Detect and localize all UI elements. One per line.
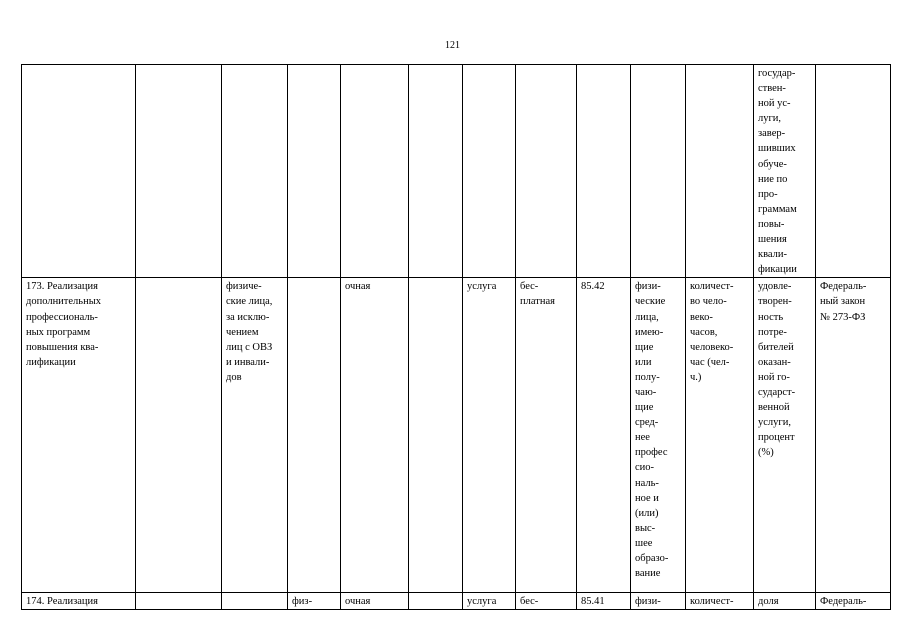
cell-text-line: час (чел- (690, 356, 730, 368)
table-cell (409, 65, 463, 278)
cell-text-line: физиче- (226, 281, 262, 293)
cell-text-line: № 273-ФЗ (820, 311, 866, 323)
cell-text-line: вание (635, 568, 661, 580)
cell-text-line: шивших (758, 143, 796, 155)
cell-text-line: человеко- (690, 341, 734, 353)
cell-text-line: дов (226, 371, 242, 383)
cell-text-line: (%) (758, 447, 774, 459)
cell-text-line: 85.41 (581, 596, 605, 608)
table-cell (516, 593, 577, 610)
cell-text-line: повышения ква- (26, 341, 99, 353)
table-cell (463, 65, 516, 278)
cell-text-line: или (635, 356, 652, 368)
table-cell (816, 593, 891, 610)
cell-text-line: шения (758, 234, 787, 246)
cell-text-line: услуга (467, 281, 497, 293)
cell-text-line: 173. Реализация (26, 281, 98, 293)
cell-text-line: во чело- (690, 296, 727, 308)
cell-text-line: ной ус- (758, 98, 791, 110)
table-cell (22, 593, 136, 610)
cell-text-line: удовле- (758, 281, 792, 293)
table-cell (754, 65, 816, 278)
cell-text-line: завер- (758, 128, 786, 140)
table-cell (516, 65, 577, 278)
page-number: 121 (445, 40, 460, 51)
cell-text-line: чением (226, 326, 259, 338)
cell-text-line: ное и (635, 492, 659, 504)
cell-text-line: обуче- (758, 158, 787, 170)
table-cell (631, 278, 686, 593)
cell-text-line: полу- (635, 371, 660, 383)
cell-text-line: граммам (758, 203, 797, 215)
table-cell (516, 278, 577, 593)
cell-text-line: щие (635, 402, 654, 414)
table-cell (136, 278, 222, 593)
cell-text-line: лиц с ОВЗ (226, 341, 273, 353)
cell-text-line: бителей (758, 341, 794, 353)
cell-text-line: услуга (467, 596, 497, 608)
table-cell (409, 593, 463, 610)
cell-text-line: услуги, (758, 417, 791, 429)
cell-text-line: ный закон (820, 296, 866, 308)
cell-text-line: и инвали- (226, 356, 270, 368)
table-cell (631, 65, 686, 278)
cell-text-line: нее (635, 432, 650, 444)
cell-text-line: чаю- (635, 386, 657, 398)
cell-text-line: ствен- (758, 83, 786, 95)
cell-text-line: повы- (758, 218, 785, 230)
cell-text-line: потре- (758, 326, 787, 338)
cell-text-line: процент (758, 432, 795, 444)
cell-text-line: сред- (635, 417, 659, 429)
table-cell (341, 65, 409, 278)
cell-text-line: ной го- (758, 371, 790, 383)
cell-text-line: выс- (635, 522, 656, 534)
table-cell (686, 65, 754, 278)
table-cell (577, 593, 631, 610)
cell-text-line: фикации (758, 264, 797, 276)
table-cell (288, 593, 341, 610)
cell-text-line: дополнительных (26, 296, 102, 308)
table-cell (341, 278, 409, 593)
cell-text-line: квали- (758, 249, 788, 261)
table-cell (288, 278, 341, 593)
cell-text-line: лификации (26, 356, 76, 368)
table-cell (754, 278, 816, 593)
cell-text-line: имею- (635, 326, 664, 338)
cell-text-line: луги, (758, 113, 782, 125)
table-row (22, 65, 891, 278)
table-cell (341, 593, 409, 610)
cell-text-line: доля (758, 596, 779, 608)
cell-text-line: ние по (758, 173, 788, 185)
cell-text-line: Федераль- (820, 281, 867, 293)
cell-text-line: сударст- (758, 386, 796, 398)
table-cell (409, 278, 463, 593)
cell-text-line: ские лица, (226, 296, 273, 308)
cell-text-line: бес- (520, 281, 539, 293)
table-cell (222, 278, 288, 593)
cell-text-line: ческие (635, 296, 666, 308)
cell-text-line: очная (345, 596, 371, 608)
cell-text-line: количест- (690, 281, 734, 293)
table-cell (686, 278, 754, 593)
table-row (22, 593, 891, 610)
services-table (21, 64, 891, 610)
cell-text-line: платная (520, 296, 555, 308)
table-cell (288, 65, 341, 278)
table-cell (136, 65, 222, 278)
table-cell (222, 65, 288, 278)
table-cell (816, 278, 891, 593)
cell-text-line: наль- (635, 477, 659, 489)
cell-text-line: профес (635, 447, 668, 459)
table-cell (816, 65, 891, 278)
cell-text-line: часов, (690, 326, 718, 338)
cell-text-line: венной (758, 402, 790, 414)
table-cell (463, 278, 516, 593)
cell-text-line: государ- (758, 68, 796, 79)
cell-text-line: очная (345, 281, 371, 293)
cell-text-line: физи- (635, 596, 661, 608)
cell-text-line: оказан- (758, 356, 791, 368)
cell-text-line: образо- (635, 553, 669, 564)
cell-text-line: сио- (635, 462, 655, 474)
cell-text-line: 85.42 (581, 281, 605, 293)
table-cell (631, 593, 686, 610)
table-cell (577, 65, 631, 278)
table-cell (577, 278, 631, 593)
cell-text-line: ч.) (690, 371, 702, 383)
cell-text-line: бес- (520, 596, 539, 608)
table-cell (686, 593, 754, 610)
cell-text-line: 174. Реализация (26, 596, 98, 608)
table-cell (22, 65, 136, 278)
cell-text-line: Федераль- (820, 596, 867, 608)
cell-text-line: лица, (635, 311, 659, 323)
table-cell (136, 593, 222, 610)
cell-text-line: щие (635, 341, 654, 353)
table-cell (22, 278, 136, 593)
cell-text-line: физ- (292, 596, 313, 608)
cell-text-line: творен- (758, 296, 792, 308)
cell-text-line: шее (635, 537, 653, 549)
table-row (22, 278, 891, 593)
cell-text-line: веко- (690, 311, 713, 323)
cell-text-line: про- (758, 188, 778, 200)
table-cell (754, 593, 816, 610)
cell-text-line: количест- (690, 596, 734, 608)
cell-text-line: профессиональ- (26, 311, 98, 323)
cell-text-line: ность (758, 311, 784, 323)
cell-text-line: (или) (635, 507, 659, 519)
cell-text-line: за исклю- (226, 311, 270, 323)
cell-text-line: физи- (635, 281, 661, 293)
table-cell (222, 593, 288, 610)
table-cell (463, 593, 516, 610)
cell-text-line: ных программ (26, 326, 91, 338)
